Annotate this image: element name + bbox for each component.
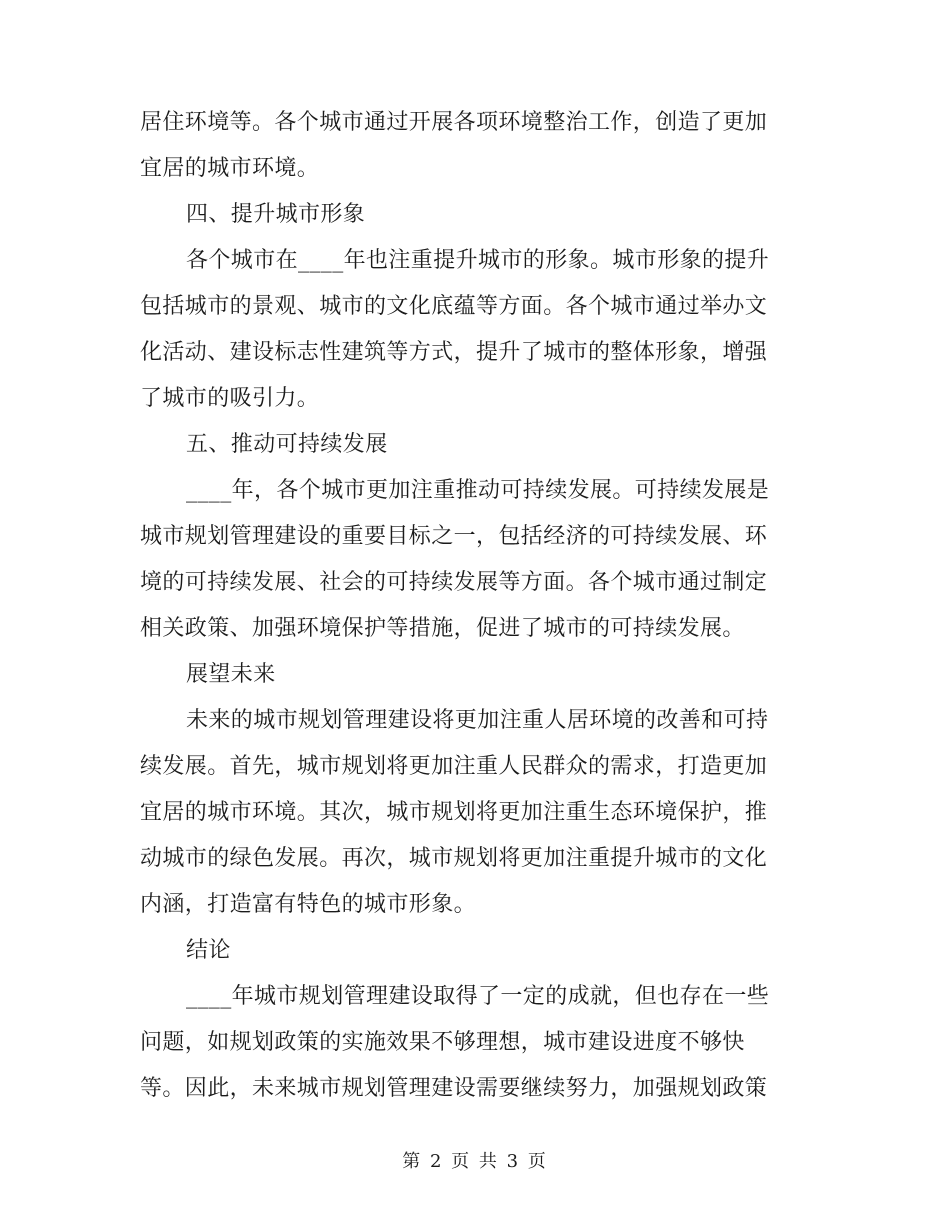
section-heading: 四、提升城市形象 xyxy=(186,202,366,227)
body-text-line: 城市规划管理建设的重要目标之一，包括经济的可持续发展、环 xyxy=(140,524,768,549)
body-text-line: 未来的城市规划管理建设将更加注重人居环境的改善和可持 xyxy=(186,708,769,733)
body-text-line: 包括城市的景观、城市的文化底蕴等方面。各个城市通过举办文 xyxy=(140,294,768,319)
body-text-line: 各个城市在____年也注重提升城市的形象。城市形象的提升 xyxy=(186,248,770,273)
section-heading: 展望未来 xyxy=(186,662,276,687)
body-text-line: ____年，各个城市更加注重推动可持续发展。可持续发展是 xyxy=(186,478,770,503)
body-text-line: 相关政策、加强环境保护等措施，促进了城市的可持续发展。 xyxy=(140,616,745,641)
body-text-line: 宜居的城市环境。其次，城市规划将更加注重生态环境保护，推 xyxy=(140,800,768,825)
body-text-line: 了城市的吸引力。 xyxy=(140,386,320,411)
body-text-line: 境的可持续发展、社会的可持续发展等方面。各个城市通过制定 xyxy=(140,570,768,595)
body-text-line: 问题，如规划政策的实施效果不够理想，城市建设进度不够快 xyxy=(140,1030,745,1055)
body-text-line: ____年城市规划管理建设取得了一定的成就，但也存在一些 xyxy=(186,984,770,1009)
section-heading: 五、推动可持续发展 xyxy=(186,432,388,457)
document-body xyxy=(140,100,800,1112)
body-text-line: 等。因此，未来城市规划管理建设需要继续努力，加强规划政策 xyxy=(140,1076,768,1101)
body-text-line: 动城市的绿色发展。再次，城市规划将更加注重提升城市的文化 xyxy=(140,846,768,871)
body-text-line: 续发展。首先，城市规划将更加注重人民群众的需求，打造更加 xyxy=(140,754,768,779)
body-text-line: 居住环境等。各个城市通过开展各项环境整治工作，创造了更加 xyxy=(140,110,768,135)
section-heading: 结论 xyxy=(186,938,231,963)
body-text-line: 内涵，打造富有特色的城市形象。 xyxy=(140,892,477,917)
page-number-footer: 第 2 页 共 3 页 xyxy=(402,1151,548,1172)
body-text-line: 化活动、建设标志性建筑等方式，提升了城市的整体形象，增强 xyxy=(140,340,768,365)
body-text-line: 宜居的城市环境。 xyxy=(140,156,320,181)
